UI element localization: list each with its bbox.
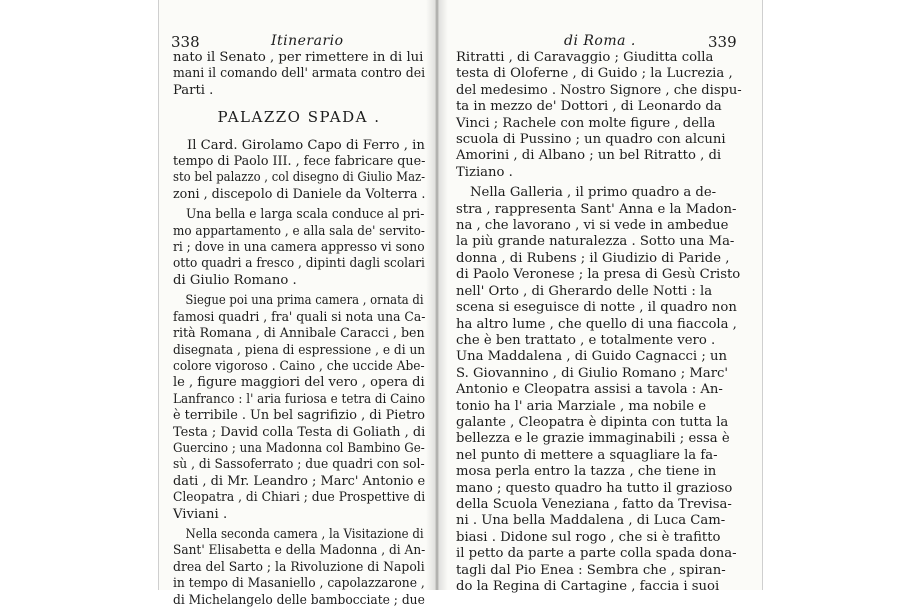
text-line: di Michelangelo delle bambocciate ; due [173,592,425,608]
text-line: nel punto di mettere a squagliare la fa- [456,447,718,463]
text-line: rità Romana , di Annibale Caracci , ben [173,326,425,342]
text-line: Cleopatra , di Chiari ; due Prospettive di [173,490,426,506]
text-line: mosa perla entro la tazza , che tiene in [456,464,717,480]
text-line: della Scuola Veneziana , fatto da Trevisa- [456,496,732,512]
text-line: del medesimo . Nostro Signore , che dispu- [456,82,742,98]
right-running-head: di Roma . [564,33,636,49]
text-line: Sant' Elisabetta e della Madonna , di An- [173,543,426,559]
text-line: stra , rappresenta Sant' Anna e la Madon- [456,201,737,217]
text-line: di Giulio Romano . [173,272,297,288]
text-line: otto quadri a fresco , dipinti dagli scolari [173,256,425,272]
text-line: drea del Sarto ; la Rivoluzione di Napoli [173,559,425,575]
text-line: biasi . Didone sul rogo , che si è trafitto [456,529,721,545]
text-line: nell' Orto , di Gherardo delle Notti : la [456,283,713,299]
text-line: disegnata , piena di espressione , e di un [173,342,426,358]
right-page-number: 339 [708,33,737,51]
text-line: Guercino ; una Madonna col Bambino Ge- [173,440,425,456]
text-line: S. Giovannino , di Giulio Romano ; Marc' [456,365,729,381]
text-line: il petto da parte a parte colla spada dona- [456,546,737,562]
text-line: di Paolo Veronese ; la presa di Gesù Cristo [456,267,741,283]
text-line: Il Card. Girolamo Capo di Ferro , in [187,137,425,153]
text-line: Una bella e larga scala conduce al pri- [185,207,425,223]
left-page-number: 338 [171,33,200,51]
text-line: scuola di Pussino ; un quadro con alcuni [456,132,726,148]
text-line: Testa ; David colla Testa di Goliath , di [173,424,426,440]
left-page-text [173,50,425,609]
text-line: Siegue poi una prima camera , ornata di [185,293,424,309]
text-line: ni . Una bella Maddalena , di Luca Cam- [456,513,726,529]
left-running-head: Itinerario [271,33,344,49]
text-line: ta in mezzo de' Dottori , di Leonardo da [456,99,722,115]
text-line: sto bel palazzo , col disegno di Giulio Maz- [173,170,426,186]
text-line: Ritratti , di Caravaggio ; Giuditta colla [456,50,714,65]
text-line: Lanfranco : l' aria furiosa e tetra di Caino [173,391,426,407]
text-line: Viviani . [173,506,228,522]
text-line: bellezza e le grazie immaginabili ; essa è [456,431,730,447]
text-line: che è ben trattato , e totalmente vero . [456,332,716,348]
right-page-text [456,50,742,595]
text-line: na , che lavorano , vi si vede in ambedue [456,218,729,234]
book-spread [158,0,758,608]
text-line: Tiziano . [456,164,513,180]
text-line: Vinci ; Rachele con molte figure , della [456,115,716,131]
text-line: Antonio e Cleopatra assisi a tavola : An- [456,382,723,398]
text-line: mano ; questo quadro ha tutto il grazioso [456,480,733,496]
text-line: testa di Oloferne , di Guido ; la Lucrezia , [456,66,733,82]
text-line: in tempo di Masaniello , capolazzarone , [173,576,425,592]
text-line: do la Regina di Cartagine , faccia i suoi [456,579,720,594]
text-line: Parti . [173,82,214,98]
section-heading: PALAZZO SPADA . [217,108,381,127]
text-line: donna , di Rubens ; il Giudizio di Paride , [456,250,730,266]
text-line: tonio ha l' aria Marziale , ma nobile e [456,398,707,414]
text-line: mo appartamento , e alla sala de' servito- [173,223,425,239]
text-line: zoni , discepolo di Daniele da Volterra . [173,186,426,202]
text-line: scena si eseguisce di notte , il quadro non [456,300,737,316]
book-gutter [426,0,448,590]
text-line: colore vigoroso . Caino , che uccide Abe- [173,358,425,374]
text-line: sù , di Sassoferrato ; due quadri con sol- [173,457,425,473]
text-line: Amorini , di Albano ; un bel Ritratto , di [456,148,722,164]
text-line: nato il Senato , per rimettere in di lui [173,50,424,65]
text-line: Una Maddalena , di Guido Cagnacci ; un [456,349,727,365]
left-page [158,0,437,608]
text-line: mani il comando dell' armata contro dei [173,66,426,82]
text-line: galante , Cleopatra è dipinta con tutta la [456,414,729,430]
text-line: tagli dal Pio Enea : Sembra che , spiran- [456,562,726,578]
text-line: è terribile . Un bel sagrifizio , di Pietro [173,408,425,424]
text-line: Nella Galleria , il primo quadro a de- [470,185,717,201]
text-line: la più grande naturalezza . Sotto una Ma- [456,234,735,250]
text-line: famosi quadri , fra' quali si nota una Ca- [173,309,426,325]
right-page [436,0,763,594]
text-line: ha altro lume , che quello di una fiaccola , [456,316,737,332]
text-line: dati , di Mr. Leandro ; Marc' Antonio e [173,473,426,489]
text-line: ri ; dove in una camera appresso vi sono [173,240,425,256]
text-line: Nella seconda camera , la Visitazione di [185,526,424,542]
text-line: le , figure maggiori del vero , opera di [173,375,425,391]
text-line: tempo di Paolo III. , fece fabricare que- [173,154,426,170]
